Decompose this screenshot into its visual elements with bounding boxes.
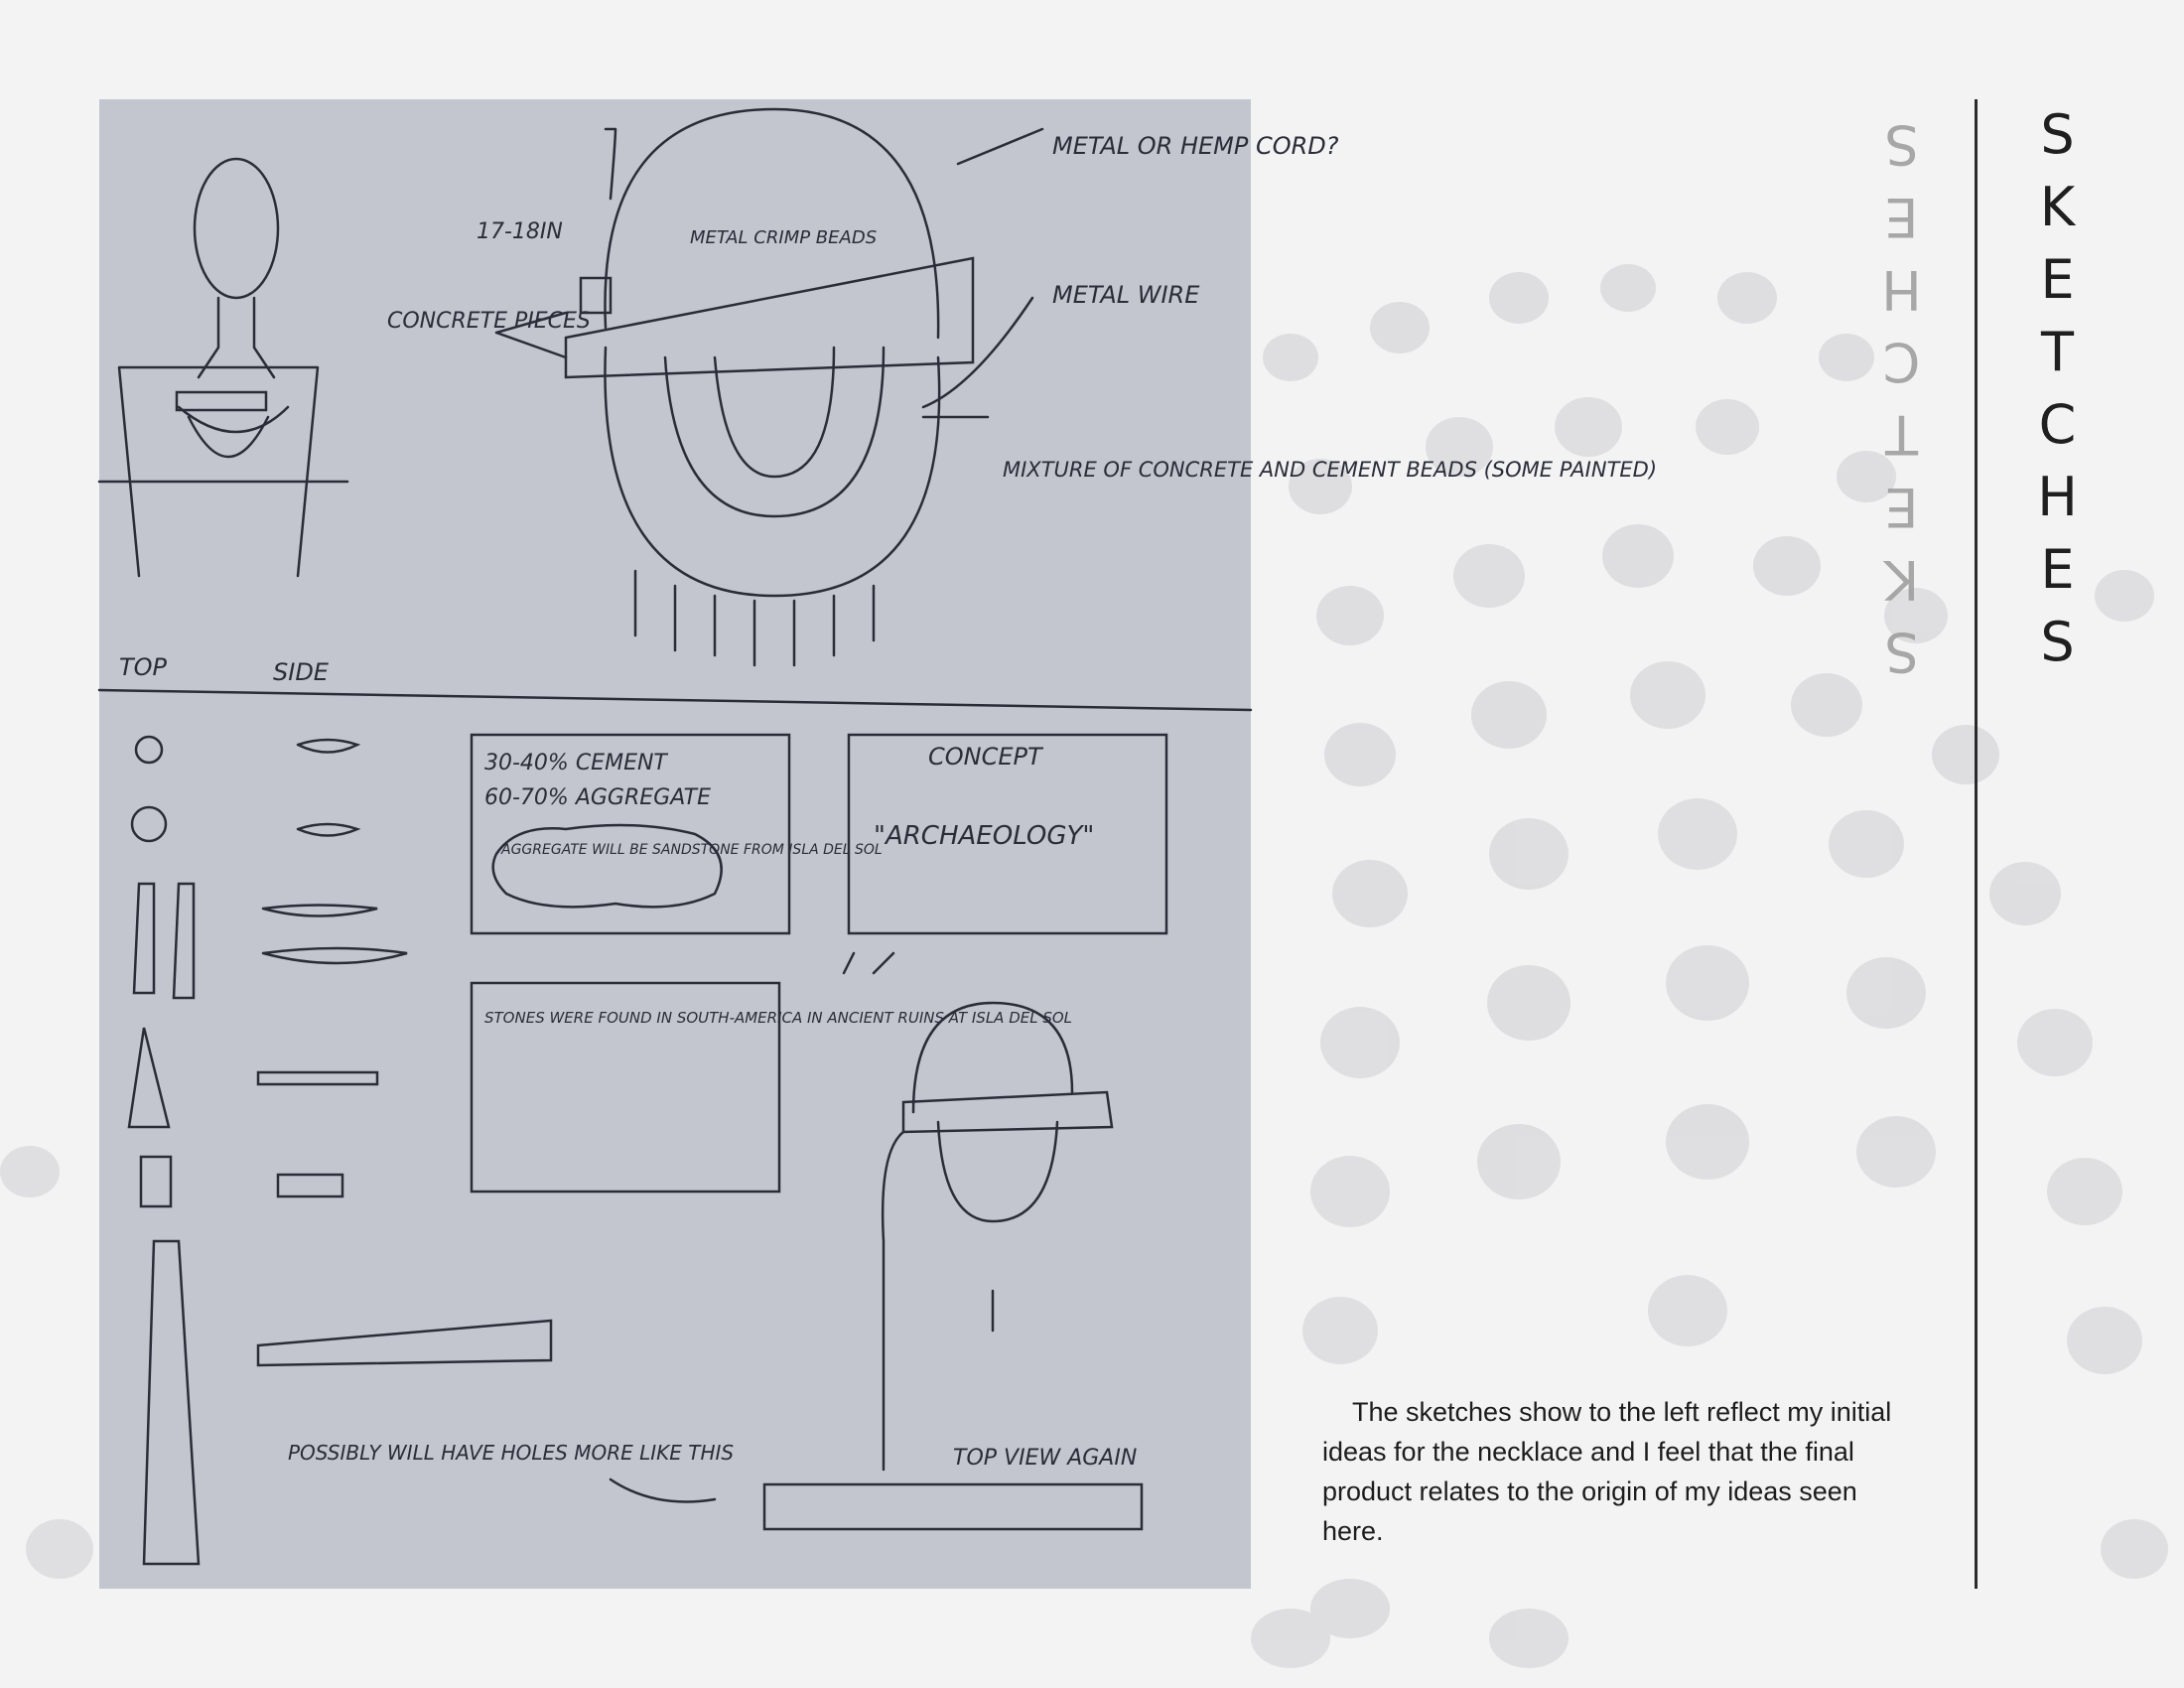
label-wire: METAL WIRE (1052, 281, 1200, 309)
recipe-line-1: 30-40% CEMENT (484, 751, 667, 775)
label-mixture: MIXTURE OF CONCRETE AND CEMENT BEADS (SOME PAINTED) (1003, 458, 1658, 482)
label-top-view: TOP VIEW AGAIN (953, 1446, 1138, 1471)
label-concrete-pieces: CONCRETE PIECES (387, 309, 591, 334)
label-length: 17-18IN (477, 219, 563, 244)
vertical-divider (1975, 99, 1978, 1589)
stones-text: STONES WERE FOUND IN SOUTH-AMERICA IN ANCIENT RUINS AT ISLA DEL SOL (484, 1009, 1073, 1027)
label-holes: POSSIBLY WILL HAVE HOLES MORE LIKE THIS (288, 1441, 735, 1465)
necklace-main-sketch (496, 109, 1042, 665)
page-title-reflection: SKETCHES (1870, 103, 1933, 683)
label-side: SIDE (273, 658, 329, 686)
label-crimp-beads: METAL CRIMP BEADS (690, 227, 878, 248)
concept-value: "ARCHAEOLOGY" (874, 821, 1095, 851)
recipe-note: AGGREGATE WILL BE SANDSTONE FROM ISLA DEL SOL (501, 842, 883, 858)
recipe-line-2: 60-70% AGGREGATE (484, 785, 711, 810)
label-cord: METAL OR HEMP CORD? (1052, 132, 1339, 160)
mannequin-sketch (99, 159, 347, 576)
concept-heading: CONCEPT (928, 743, 1042, 771)
label-top: TOP (119, 653, 168, 681)
caption-text: The sketches show to the left reflect my initial ideas for the necklace and I feel that the final product relates to the origin of my ideas seen here. (1322, 1397, 1892, 1546)
page-title: SKETCHES (2026, 103, 2089, 683)
